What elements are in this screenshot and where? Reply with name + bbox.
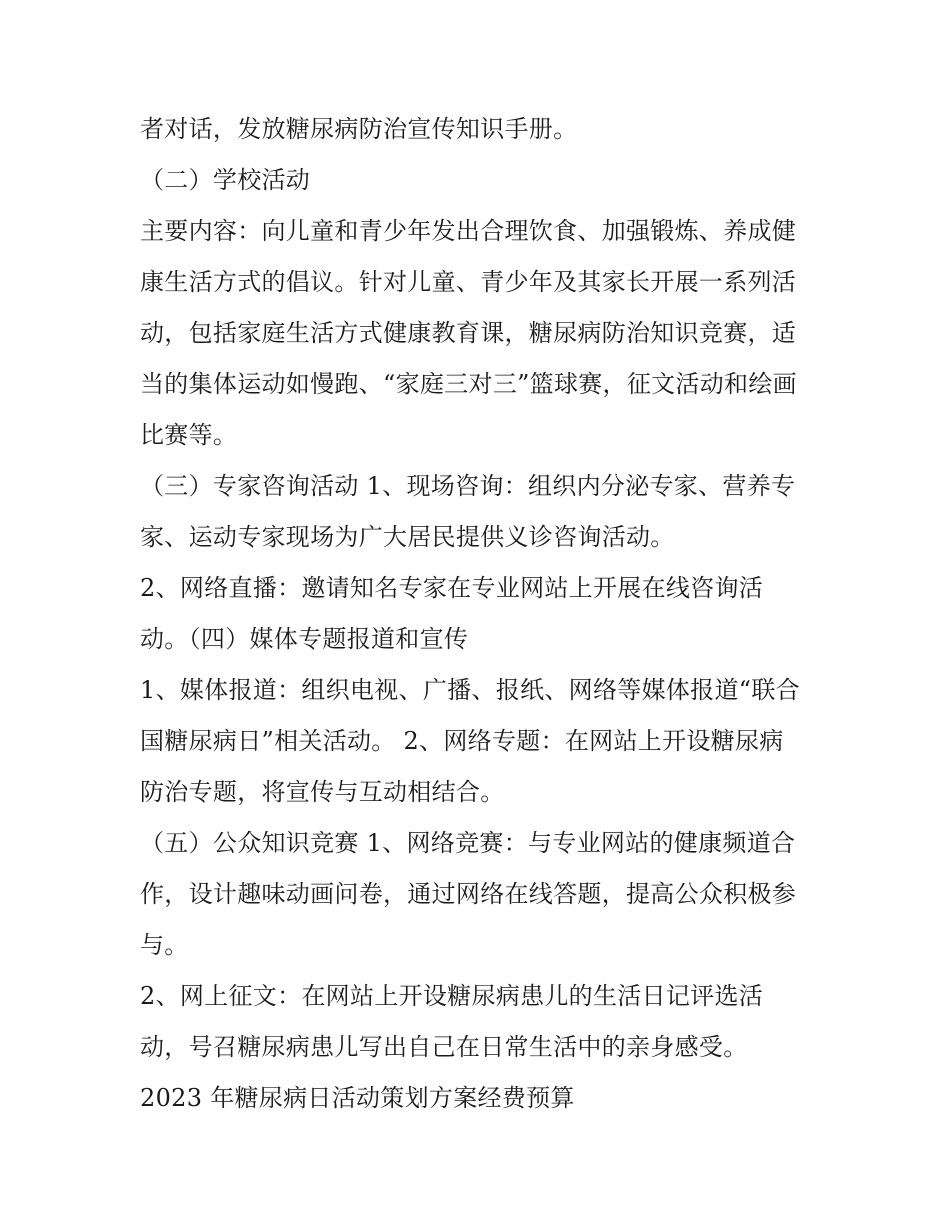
text-line: 2、网上征文：在网站上开设糖尿病患儿的生活日记评选活: [140, 982, 764, 1010]
text-line: 动，包括家庭生活方式健康教育课，糖尿病防治知识竞赛，适: [140, 319, 797, 347]
text-line: 家、运动专家现场为广大居民提供义诊咨询活动。: [140, 523, 675, 551]
text-line: 动，号召糖尿病患儿写出自己在日常生活中的亲身感受。: [140, 1033, 748, 1061]
text-line: 主要内容：向儿童和青少年发出合理饮食、加强锻炼、养成健: [140, 217, 797, 245]
section-heading-expert-consultation: （三）专家咨询活动 1、现场咨询：组织内分泌专家、营养专: [140, 472, 796, 500]
section-heading-media-coverage: 动。（四）媒体专题报道和宣传: [140, 625, 469, 653]
text-line: 1、媒体报道：组织电视、广播、报纸、网络等媒体报道“联合: [140, 676, 800, 704]
text-line: 国糖尿病日”相关活动。 2、网络专题：在网站上开设糖尿病: [140, 727, 784, 755]
document-body: [140, 104, 830, 1124]
text-line: 者对话，发放糖尿病防治宣传知识手册。: [140, 115, 578, 143]
section-heading-public-quiz: （五）公众知识竞赛 1、网络竞赛：与专业网站的健康频道合: [140, 829, 796, 857]
text-line: 康生活方式的倡议。针对儿童、青少年及其家长开展一系列活: [140, 268, 797, 296]
section-heading-budget: 2023 年糖尿病日活动策划方案经费预算: [140, 1084, 575, 1112]
text-line: 2、网络直播：邀请知名专家在专业网站上开展在线咨询活: [140, 574, 764, 602]
section-heading-school-activities: （二）学校活动: [140, 166, 311, 194]
text-line: 作，设计趣味动画问卷，通过网络在线答题，提高公众积极参: [140, 880, 797, 908]
text-line: 防治专题，将宣传与互动相结合。: [140, 778, 505, 806]
text-line: 与。: [140, 931, 189, 959]
text-line: 比赛等。: [140, 421, 238, 449]
text-line: 当的集体运动如慢跑、“家庭三对三”篮球赛，征文活动和绘画: [140, 370, 797, 398]
